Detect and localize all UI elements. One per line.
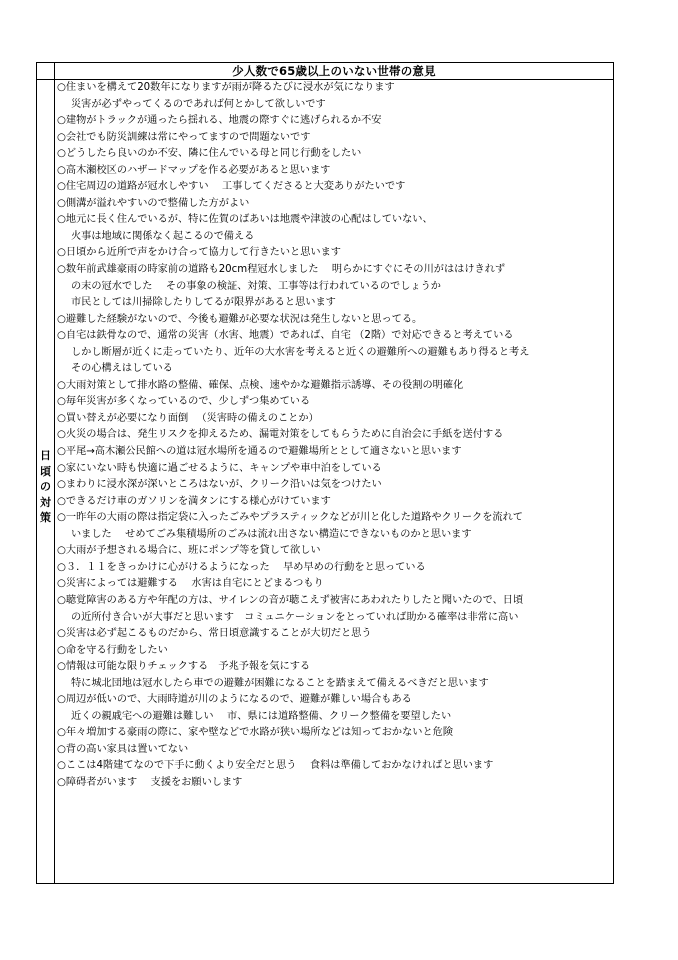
opinion-text: ○自宅は鉄骨なので、通常の災害（水害、地震）であれば、自宅 （2階）で対応できると考えている (57, 330, 514, 342)
opinion-item (57, 659, 611, 692)
opinion-item (57, 212, 611, 245)
header-corner-cell (37, 63, 55, 79)
opinion-item (57, 328, 611, 378)
opinion-item (57, 742, 611, 759)
opinion-item (57, 394, 611, 411)
opinion-text: ○周辺が低いので、大雨時道が川のようになるので、避難が難しい場合もある (57, 694, 412, 706)
opinion-item (57, 113, 611, 130)
opinion-text: ○背の高い家具は置いてない (57, 743, 189, 755)
opinion-text: ○毎年災害が多くなっているので、少しずつ集めている (57, 396, 311, 408)
opinion-text: ○障碍者がいます 支援をお願いします (57, 776, 243, 788)
opinion-item (57, 593, 611, 626)
opinion-text: ○会社でも防災訓練は常にやってますので問題ないです (57, 131, 311, 143)
opinion-text: ○平尾→高木瀬公民館への道は冠水場所を通るので避難場所ととして適さないと思います (57, 446, 462, 458)
opinion-text: ○住まいを構えて20数年になりますが雨が降るたびに浸水が気になります (57, 82, 395, 93)
opinion-item (57, 163, 611, 180)
opinion-text: ○大雨対策として排水路の整備、確保、点検、速やかな避難指示誘導、その役割の明確化 (57, 379, 464, 391)
opinion-text: ○数年前武雄豪雨の時家前の道路も20cm程冠水しました 明らかにすぐにその川がははけきれず (57, 264, 506, 276)
opinion-item (57, 775, 611, 792)
opinion-text-continued: 火事は地域に関係なく起こるので備える (71, 230, 255, 242)
section-label: 日頃の対策 (40, 449, 51, 524)
opinion-text: ○地元に長く住んでいるが、特に佐賀のばあいは地震や津波の心配はしていない、 (57, 214, 433, 226)
table-header-row (37, 63, 613, 80)
opinion-text: ○どうしたら良いのか不安、隣に住んでいる母と同じ行動をしたい (57, 148, 362, 160)
opinion-text: ○大雨が予想される場合に、班にポンプ等を貸して欲しい (57, 545, 321, 557)
opinion-list (57, 80, 611, 792)
opinion-text-continued: 災害が必ずやってくるのであれば何とかして欲しいです (71, 98, 326, 110)
opinion-text: ○情報は可能な限りチェックする 予兆予報を気にする (57, 661, 311, 673)
opinion-text-continued: 特に城北団地は冠水したら車での避難が困難になることを踏まえて備えるべきだと思います (71, 677, 489, 689)
table-title: 少人数で65歳以上のいない世帯の意見 (232, 64, 436, 78)
opinion-text: ○命を守る行動をしたい (57, 644, 168, 656)
opinion-text: ○高木瀬校区のハザードマップを作る必要があると思います (57, 164, 331, 176)
opinion-text: ○建物がトラックが通ったら揺れる、地震の際すぐに逃げられるか不安 (57, 115, 382, 127)
opinion-text: ○避難した経験がないので、今後も避難が必要な状況は発生しないと思ってる。 (57, 313, 423, 325)
opinion-item (57, 411, 611, 428)
opinion-item (57, 494, 611, 511)
opinion-text-continued: 近くの親戚宅への避難は難しい 市、県には道路整備、クリーク整備を要望したい (71, 710, 452, 722)
opinion-table (36, 62, 614, 884)
opinion-item (57, 477, 611, 494)
opinion-text: ○日頃から近所で声をかけ合って協力して行きたいと思います (57, 247, 341, 259)
opinion-item (57, 560, 611, 577)
opinion-item (57, 758, 611, 775)
opinion-item (57, 444, 611, 461)
opinion-text: ○住宅周辺の道路が冠水しやすい 工事してくださると大変ありがたいです (57, 181, 406, 193)
opinion-text: ○一昨年の大雨の際は指定袋に入ったごみやプラスティックなどが川と化した道路やクリークを流れて (57, 512, 523, 524)
opinion-text: ○買い替えが必要になり面倒 （災害時の備えのことか） (57, 412, 319, 424)
opinion-item (57, 146, 611, 163)
opinion-text: ○聴覚障害のある方や年配の方は、サイレンの音が聴こえず被害にあわれたりしたと聞いたので、日頃 (57, 594, 524, 606)
opinion-item (57, 80, 611, 113)
opinion-text-continued: の近所付き合いが大事だと思います コミュニケーションをとっていれば助かる確率は非常に高い (71, 611, 519, 623)
opinion-item (57, 378, 611, 395)
opinion-text: ○災害によっては避難する 水害は自宅にとどまるつもり (57, 578, 324, 590)
opinion-text: ○ここは4階建てなので下手に動くより安全だと思う 食料は準備しておかなければと思います (57, 760, 494, 772)
opinion-item (57, 196, 611, 213)
opinion-item (57, 312, 611, 329)
opinion-item (57, 510, 611, 543)
opinion-item (57, 576, 611, 593)
opinion-item (57, 626, 611, 643)
opinion-item (57, 692, 611, 725)
section-label-cell (37, 80, 55, 883)
opinion-item (57, 262, 611, 312)
opinion-text-continued: いました せめてごみ集積場所のごみは流れ出さない構造にできないものかと思います (71, 528, 472, 540)
opinion-item (57, 130, 611, 147)
opinion-text-continued: その心構えはしている (71, 363, 173, 375)
opinion-text: ○まわりに浸水深が深いところはないが、クリーク沿いは気をつけたい (57, 479, 382, 491)
opinion-item (57, 427, 611, 444)
opinion-text: ○火災の場合は、発生リスクを抑えるため、漏電対策をしてもらうために自治会に手紙を送付する (57, 429, 504, 441)
opinion-text: ○側溝が溢れやすいので整備した方がよい (57, 197, 250, 209)
opinion-item (57, 179, 611, 196)
opinion-text: ○できるだけ車のガソリンを満タンにする様心がけています (57, 495, 331, 507)
opinion-item (57, 643, 611, 660)
opinion-text-continued: しかし断層が近くに走っていたり、近年の大水害を考えると近くの避難所への避難もあり得ると考え (71, 346, 530, 358)
opinion-text: ○災害は必ず起こるものだから、常日頃意識することが大切だと思う (57, 628, 372, 640)
opinion-text-continued: 市民としては川掃除したりしてるが限界があると思います (71, 297, 336, 309)
opinion-text: ○家にいない時も快適に過ごせるように、キャンプや車中泊をしている (57, 462, 382, 474)
opinion-text: ○３．１１をきっかけに心がけるようになった 早め早めの行動をと思っている (57, 561, 426, 573)
opinion-item (57, 543, 611, 560)
opinion-text: ○年々増加する豪雨の際に、家や壁などで水路が狭い場所などは知っておかないと危険 (57, 727, 454, 739)
opinion-item (57, 245, 611, 262)
opinion-item (57, 725, 611, 742)
opinion-item (57, 461, 611, 478)
opinion-text-continued: の末の冠水でした その事象の検証、対策、工事等は行われているのでしょうか (71, 280, 441, 292)
